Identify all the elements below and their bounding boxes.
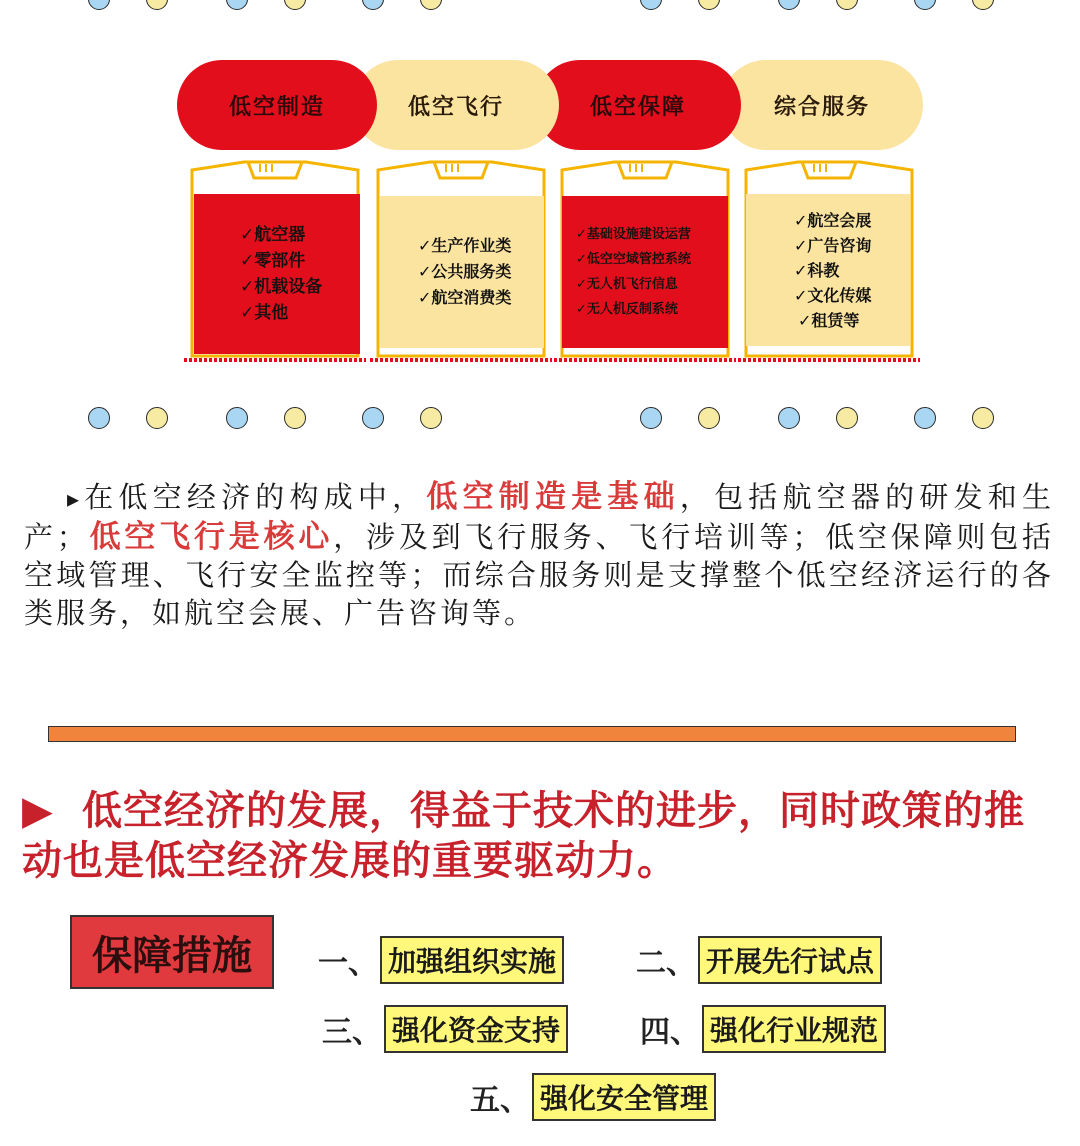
category-pill: 综合服务 [721,60,923,150]
category-pill: 低空飞行 [353,60,559,150]
measure-item [470,1073,716,1121]
category-card [738,156,920,366]
card-item: ✓广告咨询 [794,235,872,255]
yellow-dot [420,0,442,10]
section-divider [48,726,1016,742]
blue-dot [88,0,110,10]
measure-label: 强化资金支持 [384,1005,568,1053]
intro-paragraph [24,478,1054,632]
yellow-dot [836,407,858,429]
category-pill: 低空保障 [535,60,741,150]
blue-dot [914,0,936,10]
measure-number: 二、 [636,946,696,981]
highlight-text: 低空飞行是核心 [88,519,334,555]
paragraph-text: ，涉及到飞行服务、飞行培训等；低空保障则包括空域管理、飞行安全监控等；而综合服务则是支撑整个低空经济运行的各类服务，如航空会展、广告咨询等。 [24,520,1054,630]
yellow-dot [836,0,858,10]
measure-label: 强化行业规范 [702,1005,886,1053]
triangle-marker-icon: ▶ [22,787,54,834]
yellow-dot [972,0,994,10]
middle-dot-row [0,407,1080,447]
measure-number: 三、 [322,1015,382,1050]
measure-item [636,936,882,984]
card-item: ✓文化传媒 [794,285,872,305]
card-content [562,196,728,348]
blue-dot [778,407,800,429]
category-pills [177,60,923,150]
heading-text: 低空经济的发展，得益于技术的进步，同时政策的推动也是低空经济发展的重要驱动力。 [22,787,1025,884]
triangle-marker-icon: ▸ [66,485,82,513]
card-item: ✓其他 [240,303,289,323]
card-item: ✓租赁等 [798,310,860,330]
category-card [554,156,736,366]
card-item: ✓无人机反制系统 [576,302,678,317]
card-item: ✓生产作业类 [418,236,512,255]
yellow-dot [972,407,994,429]
measure-item [322,1005,568,1053]
measure-label: 加强组织实施 [380,936,564,984]
card-content [380,196,544,348]
measure-label: 强化安全管理 [532,1073,716,1121]
card-content [746,194,910,346]
card-item: ✓零部件 [240,251,306,271]
measure-label: 开展先行试点 [698,936,882,984]
yellow-dot [146,0,168,10]
card-item: ✓低空空域管控系统 [576,252,691,267]
card-item: ✓航空消费类 [418,288,512,307]
top-dot-row [0,0,1080,28]
yellow-dot [698,0,720,10]
blue-dot [362,0,384,10]
blue-dot [640,407,662,429]
card-item: ✓公共服务类 [418,262,512,281]
yellow-dot [420,407,442,429]
category-pill: 低空制造 [177,60,377,150]
paragraph-text: 在低空经济的构成中， [82,480,427,514]
card-item: ✓机载设备 [240,277,323,297]
blue-dot [226,0,248,10]
card-item: ✓无人机飞行信息 [576,277,678,292]
card-item: ✓航空会展 [794,210,872,230]
section-heading [22,786,1058,886]
card-item: ✓基础设施建设运营 [576,227,691,242]
measure-number: 五、 [470,1083,530,1118]
blue-dot [88,407,110,429]
measure-number: 一、 [318,946,378,981]
yellow-dot [284,407,306,429]
highlight-text: 低空制造是基础 [426,479,680,515]
yellow-dot [146,407,168,429]
blue-dot [640,0,662,10]
yellow-dot [284,0,306,10]
measure-item [640,1005,886,1053]
measure-item [318,936,564,984]
paragraph-text: ，包括航空器的研发和生产； [24,480,1054,554]
card-content [194,194,360,354]
card-item: ✓航空器 [240,225,306,245]
blue-dot [362,407,384,429]
blue-dot [226,407,248,429]
blue-dot [778,0,800,10]
guarantee-title: 保障措施 [70,915,274,989]
category-card [184,156,366,366]
card-item: ✓科教 [794,260,840,280]
yellow-dot [698,407,720,429]
category-card [370,156,552,366]
blue-dot [914,407,936,429]
measure-number: 四、 [640,1015,700,1050]
